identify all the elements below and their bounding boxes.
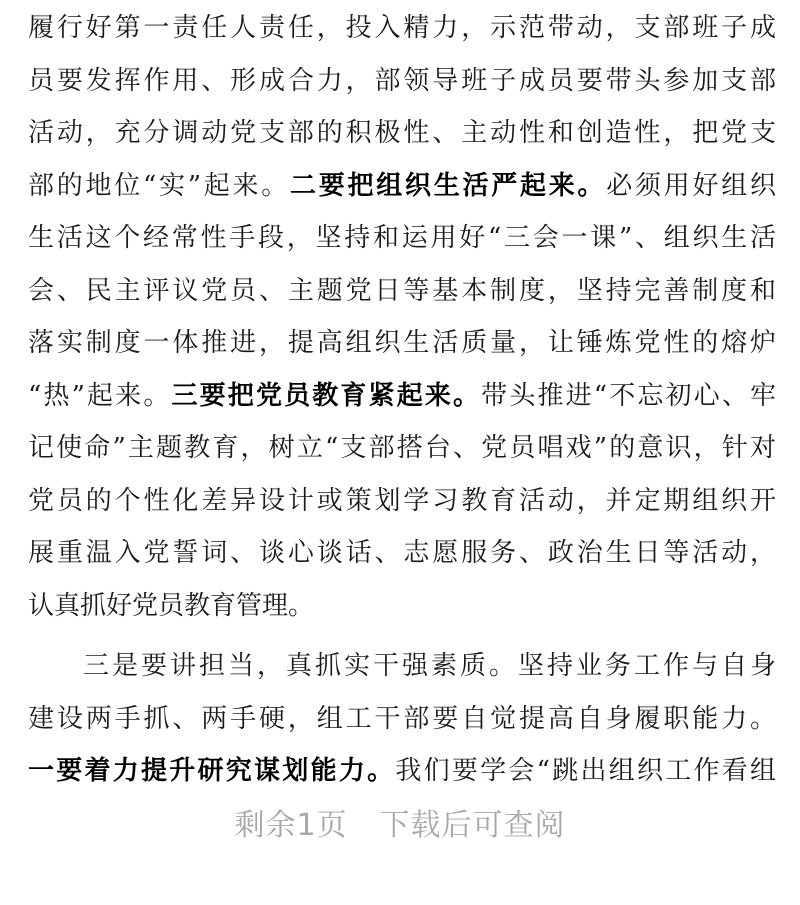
body-text: 带头推进“不忘初心、牢 [481,380,776,411]
document-page [28,0,776,798]
text-line [28,55,776,108]
text-line [28,317,776,370]
body-text: 记使命”主题教育，树立“支部搭台、党员唱戏”的意识，针对 [28,433,776,463]
body-text: 必须用好组织 [606,170,776,201]
body-text: 党员的个性化差异设计或策划学习教育活动，并定期组织开 [28,485,776,516]
text-line [28,160,776,213]
body-text: 我们要学会“跳出组织工作看组 [395,756,776,786]
body-text: 展重温入党誓词、谈心谈话、志愿服务、政治生日等活动， [28,538,776,568]
body-text: 坚持业务工作与自身 [517,651,776,681]
body-text: 履行好第一责任人责任，投入精力，示范带动，支部班子成 [28,13,776,43]
body-text: 活动，充分调动党支部的积极性、主动性和创造性，把党支 [28,118,776,148]
bold-heading-text: 一要着力提升研究谋划能力。 [28,756,396,786]
text-line [28,475,776,528]
body-text: 会、民主评议党员、主题党日等基本制度，坚持完善制度和 [28,275,776,306]
text-line [28,422,776,475]
text-line [28,2,776,55]
bold-heading-text: 三要把党员教育紧起来。 [171,380,482,411]
body-text: 员要发挥作用、形成合力，部领导班子成员要带头参加支部 [28,65,776,96]
body-text: 部的地位“实”起来。 [28,170,291,201]
paragraph-gap [28,632,776,640]
body-text: 认真抓好党员教育管理。 [28,590,315,621]
text-line [28,212,776,265]
text-line [28,640,776,693]
body-text: 三是要讲担当，真抓实干强素质。 [83,651,518,681]
text-line [28,693,776,746]
body-text: “热”起来。 [28,380,172,411]
preview-footer [0,800,800,844]
bold-heading-text: 二要把组织生活严起来。 [290,170,607,201]
text-line [28,370,776,423]
text-line [28,527,776,580]
body-text: 落实制度一体推进，提高组织生活质量，让锤炼党性的熔炉 [28,328,776,358]
text-line [28,745,776,798]
text-line [28,107,776,160]
text-line [28,580,776,633]
body-text: 生活这个经常性手段，坚持和运用好“三会一课”、组织生活 [28,223,776,253]
text-line [28,265,776,318]
body-text: 建设两手抓、两手硬，组工干部要自觉提高自身履职能力。 [28,703,776,734]
remaining-pages-label: 剩余1页 [234,808,348,843]
download-to-view-label[interactable]: 下载后可查阅 [379,808,566,843]
